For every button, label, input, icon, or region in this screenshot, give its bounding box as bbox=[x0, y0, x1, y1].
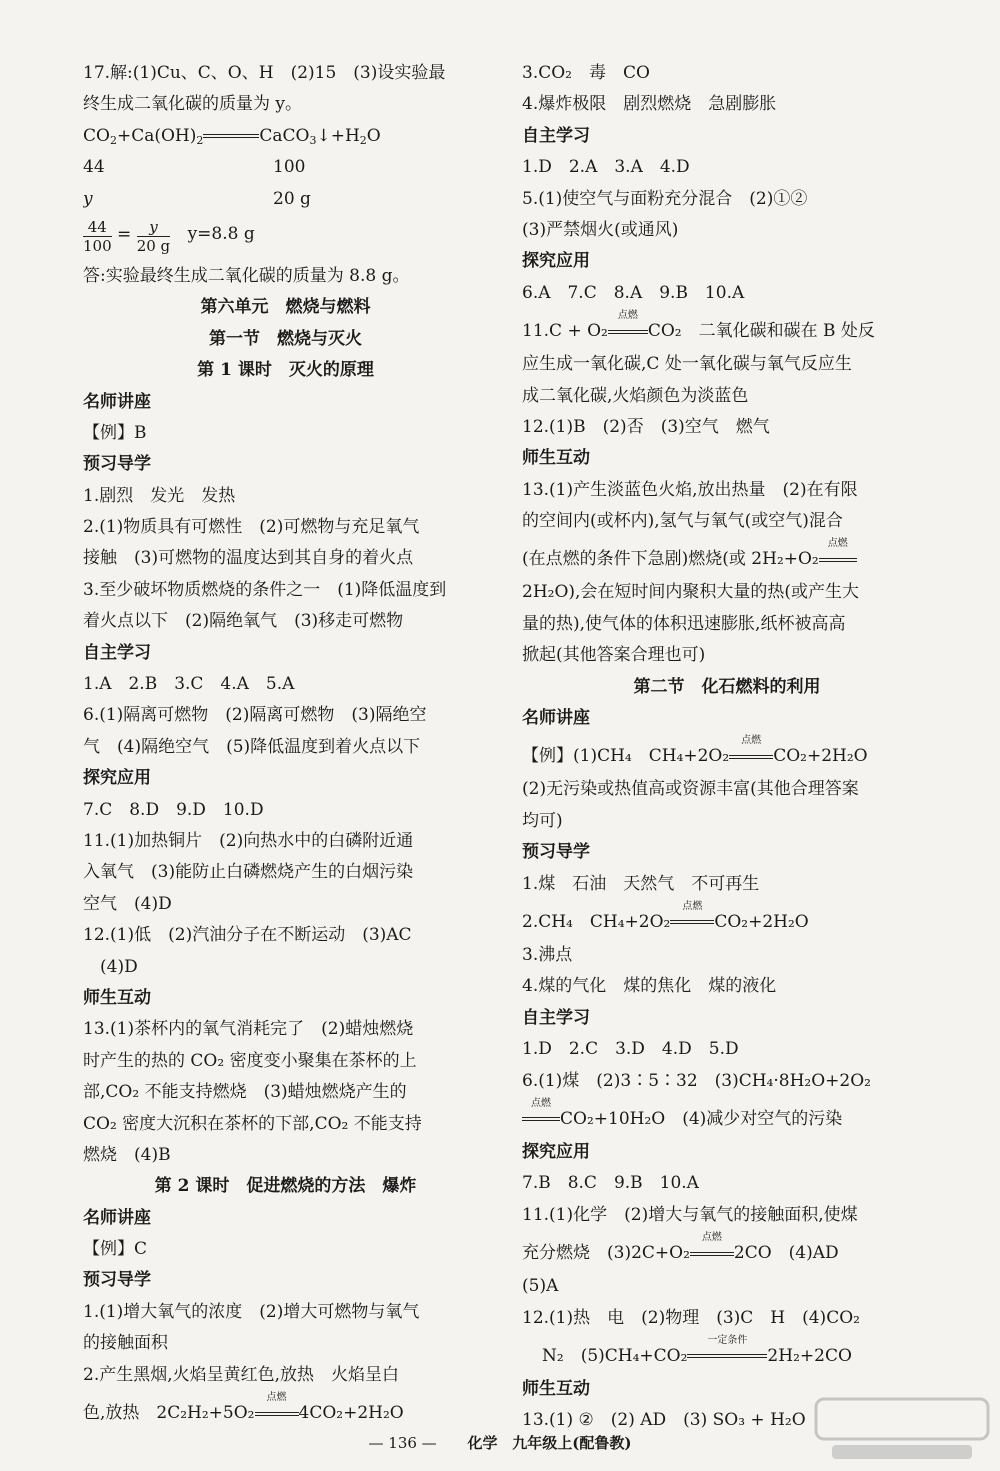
text-line: (3)严禁烟火(或通风) bbox=[522, 219, 679, 240]
text-line: 掀起(其他答案合理也可) bbox=[522, 645, 706, 666]
text-line: 部,CO₂ 不能支持燃烧 (3)蜡烛燃烧产生的 bbox=[83, 1082, 407, 1103]
lesson-title: 第 1 课时 灭火的原理 bbox=[197, 360, 374, 381]
text-line: 2H₂O),会在短时间内聚积大量的热(或产生大 bbox=[522, 582, 860, 603]
text-line: 应生成一氧化碳,C 处一氧化碳与氧气反应生 bbox=[522, 354, 852, 375]
heading: 自主学习 bbox=[522, 125, 590, 146]
text-line: 1.(1)增大氧气的浓度 (2)增大可燃物与氧气 bbox=[83, 1301, 420, 1322]
equation-line: 点燃 CO₂+10H₂O (4)减少对空气的污染 bbox=[522, 1097, 932, 1137]
text-line: 12.(1)低 (2)汽油分子在不断运动 (3)AC bbox=[83, 925, 412, 946]
heading: 探究应用 bbox=[83, 768, 151, 789]
equation-line: 充分燃烧 (3)2C+O₂ 点燃 2CO (4)AD bbox=[522, 1232, 839, 1264]
text-line: 量的热),使气体的体积迅速膨胀,纸杯被高高 bbox=[522, 613, 846, 634]
text-line: 接触 (3)可燃物的温度达到其自身的着火点 bbox=[83, 548, 414, 569]
equation-line: N₂ (5)CH₄+CO₂ 一定条件 2H₂+2CO bbox=[542, 1334, 852, 1366]
heading: 师生互动 bbox=[83, 987, 151, 1008]
text-line: (4)D bbox=[83, 956, 138, 977]
heading: 探究应用 bbox=[522, 1141, 590, 1162]
text-line: 1.剧烈 发光 发热 bbox=[83, 485, 236, 506]
heading: 探究应用 bbox=[522, 251, 590, 272]
text-line: 6.A 7.C 8.A 9.B 10.A bbox=[522, 282, 745, 303]
heading: 预习导学 bbox=[83, 1270, 151, 1291]
text-line: 1.D 2.C 3.D 4.D 5.D bbox=[522, 1039, 739, 1060]
text-line: 12.(1)热 电 (2)物理 (3)C H (4)CO₂ bbox=[522, 1307, 860, 1328]
text-line: 均可) bbox=[522, 810, 563, 831]
text-line: 4.爆炸极限 剧烈燃烧 急剧膨胀 bbox=[522, 94, 777, 115]
text-line: 气 (4)隔绝空气 (5)降低温度到着火点以下 bbox=[83, 736, 421, 757]
text-line: 空气 (4)D bbox=[83, 893, 172, 914]
text-line: 终生成二氧化碳的质量为 y。 bbox=[83, 94, 303, 115]
heading: 名师讲座 bbox=[83, 1207, 151, 1228]
text-line: 7.C 8.D 9.D 10.D bbox=[83, 799, 264, 820]
text-line: 5.(1)使空气与面粉充分混合 (2)①② bbox=[522, 188, 808, 209]
page-number: — 136 — bbox=[368, 1434, 437, 1452]
text-line: 的接触面积 bbox=[83, 1333, 168, 1354]
heading: 预习导学 bbox=[83, 454, 151, 475]
text-line: 6.(1)煤 (2)3∶5∶32 (3)CH₄·8H₂O+2O₂ bbox=[522, 1070, 871, 1091]
heading: 名师讲座 bbox=[83, 391, 151, 412]
text-line: 6.(1)隔离可燃物 (2)隔离可燃物 (3)隔绝空 bbox=[83, 705, 427, 726]
text-line: (5)A bbox=[522, 1276, 559, 1297]
watermark-logo-icon bbox=[812, 1395, 992, 1465]
left-column bbox=[83, 58, 488, 1431]
grade-label: 九年级上(配鲁教) bbox=[512, 1434, 632, 1452]
text-line: 1.A 2.B 3.C 4.A 5.A bbox=[83, 674, 295, 695]
unit-title: 第六单元 燃烧与燃料 bbox=[200, 297, 371, 318]
text-line: 11.(1)加热铜片 (2)向热水中的白磷附近通 bbox=[83, 830, 414, 851]
equation-line: 【例】(1)CH₄ CH₄+2O₂ 点燃 CO₂+2H₂O bbox=[522, 735, 868, 767]
text-line: 2.(1)物质具有可燃性 (2)可燃物与充足氧气 bbox=[83, 517, 420, 538]
equation-line: 色,放热 2C₂H₂+5O₂ 点燃 4CO₂+2H₂O bbox=[83, 1392, 404, 1424]
text-line: 17.解:(1)Cu、C、O、H (2)15 (3)设实验最 bbox=[83, 63, 446, 83]
equation-line: $CO_2+Ca(OH)_2$ $CaCO_3↓+H_2O$ bbox=[83, 125, 381, 147]
text-line: 着火点以下 (2)隔绝氧气 (3)移走可燃物 bbox=[83, 611, 404, 632]
heading: 自主学习 bbox=[522, 1007, 590, 1028]
heading: 师生互动 bbox=[522, 1378, 590, 1399]
heading: 名师讲座 bbox=[522, 708, 590, 729]
text-line: 的空间内(或杯内),氢气与氧气(或空气)混合 bbox=[522, 511, 843, 532]
section-title: 第二节 化石燃料的利用 bbox=[633, 676, 821, 697]
subject-label: 化学 bbox=[467, 1434, 498, 1452]
fraction: $\frac{44}{100}$ bbox=[83, 217, 112, 255]
text-line: 1.煤 石油 天然气 不可再生 bbox=[522, 873, 760, 894]
text-line: 时产生的热的 CO₂ 密度变小聚集在茶杯的上 bbox=[83, 1050, 417, 1071]
heading: 师生互动 bbox=[522, 448, 590, 469]
text-line: 3.沸点 bbox=[522, 944, 573, 965]
text-line: 成二氧化碳,火焰颜色为淡蓝色 bbox=[522, 385, 749, 406]
heading: 自主学习 bbox=[83, 642, 151, 663]
equation-line: (在点燃的条件下急剧)燃烧(或 2H₂+O₂ 点燃 bbox=[522, 537, 932, 577]
text-line: 【例】B bbox=[83, 422, 147, 443]
text-line: 【例】C bbox=[83, 1239, 148, 1260]
fraction: $\frac{y}{20 g}$ bbox=[136, 217, 171, 255]
text-line: CO₂ 密度大沉积在茶杯的下部,CO₂ 不能支持 bbox=[83, 1113, 422, 1134]
heading: 预习导学 bbox=[522, 842, 590, 863]
section-title: 第一节 燃烧与灭火 bbox=[209, 328, 362, 349]
text-line: 1.D 2.A 3.A 4.D bbox=[522, 157, 690, 178]
right-column bbox=[522, 58, 932, 1437]
text-line: 4.煤的气化 煤的焦化 煤的液化 bbox=[522, 976, 777, 997]
text-line: 2.产生黑烟,火焰呈黄红色,放热 火焰呈白 bbox=[83, 1364, 400, 1385]
text-line: 7.B 8.C 9.B 10.A bbox=[522, 1173, 699, 1194]
text-line: 燃烧 (4)B bbox=[83, 1144, 171, 1165]
text-line: (2)无污染或热值高或资源丰富(其他合理答案 bbox=[522, 779, 859, 800]
text-line: 13.(1)产生淡蓝色火焰,放出热量 (2)在有限 bbox=[522, 479, 858, 500]
equation-line: 2.CH₄ CH₄+2O₂ 点燃 CO₂+2H₂O bbox=[522, 900, 809, 932]
text-line: 3.CO₂ 毒 CO bbox=[522, 63, 650, 83]
mass-row: 44 100 bbox=[83, 157, 306, 178]
mass-row: y 20 g bbox=[83, 188, 311, 209]
lesson-title: 第 2 课时 促进燃烧的方法 爆炸 bbox=[154, 1176, 417, 1197]
answer-line: 答:实验最终生成二氧化碳的质量为 8.8 g。 bbox=[83, 265, 410, 286]
text-line: 12.(1)B (2)否 (3)空气 燃气 bbox=[522, 416, 770, 437]
equation-line: 11.C + O₂ 点燃 CO₂ 二氧化碳和碳在 B 处反 bbox=[522, 310, 875, 342]
proportion-equation: $\frac{44}{100}$ = $\frac{y}{20 g}$ y=8.8 g bbox=[83, 217, 255, 255]
text-line: 3.至少破坏物质燃烧的条件之一 (1)降低温度到 bbox=[83, 579, 447, 600]
text-line: 13.(1) ② (2) AD (3) SO₃ + H₂O bbox=[522, 1410, 806, 1431]
text-line: 13.(1)茶杯内的氧气消耗完了 (2)蜡烛燃烧 bbox=[83, 1019, 414, 1040]
text-line: 入氧气 (3)能防止白磷燃烧产生的白烟污染 bbox=[83, 862, 414, 883]
text-line: 11.(1)化学 (2)增大与氧气的接触面积,使煤 bbox=[522, 1204, 858, 1225]
